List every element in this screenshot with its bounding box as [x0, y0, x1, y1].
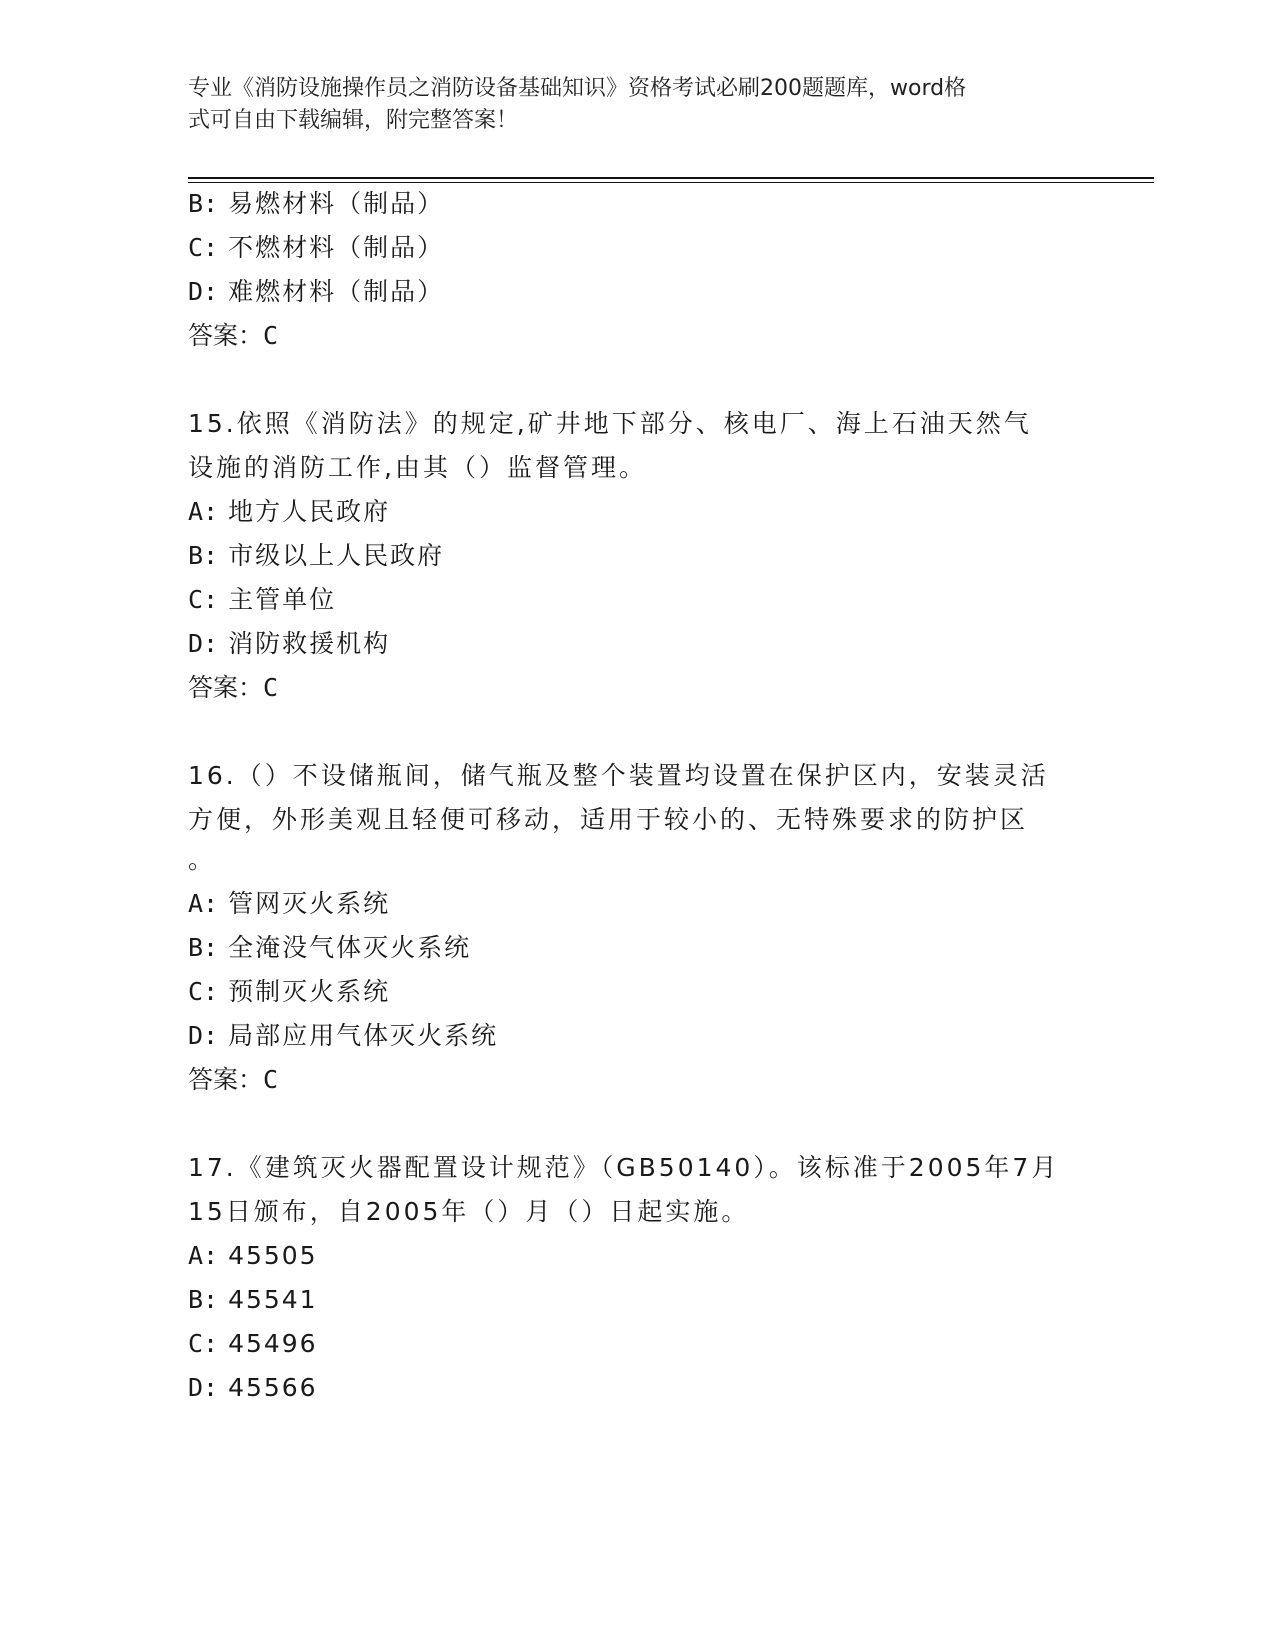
q16-stem-line-2: 方便，外形美观且轻便可移动，适用于较小的、无特殊要求的防护区 — [188, 805, 1029, 834]
q14-option-b: B: 易燃材料（制品） — [188, 189, 445, 218]
q15-answer: 答案：C — [188, 673, 279, 702]
q16-option-d: D: 局部应用气体灭火系统 — [188, 1021, 499, 1050]
q17-option-d: D: 45566 — [188, 1373, 318, 1402]
header-line-1: 专业《消防设施操作员之消防设备基础知识》资格考试必刷200题题库，word格 — [188, 76, 967, 101]
header-divider-thick — [188, 177, 1154, 179]
document-header — [188, 73, 1068, 137]
q16-stem-line-3: 。 — [188, 845, 217, 874]
q17-option-b: B: 45541 — [188, 1285, 318, 1314]
q15-option-a: A: 地方人民政府 — [188, 497, 391, 526]
q17-stem-line-2: 15日颁布，自2005年（）月（）日起实施。 — [188, 1197, 750, 1226]
q15-option-b: B: 市级以上人民政府 — [188, 541, 445, 570]
q16-option-c: C: 预制灭火系统 — [188, 977, 391, 1006]
q15-stem-line-2: 设施的消防工作,由其（）监督管理。 — [188, 453, 647, 482]
q16-answer: 答案：C — [188, 1065, 279, 1094]
q17-option-a: A: 45505 — [188, 1241, 318, 1270]
q16-option-b: B: 全淹没气体灭火系统 — [188, 933, 472, 962]
q17-stem-line-1: 17.《建筑灭火器配置设计规范》（GB50140）。该标准于2005年7月 — [188, 1153, 1060, 1182]
q15-option-c: C: 主管单位 — [188, 585, 337, 614]
q14-option-c: C: 不燃材料（制品） — [188, 233, 445, 262]
q17-option-c: C: 45496 — [188, 1329, 318, 1358]
header-divider-thin — [188, 182, 1154, 183]
q16-stem-line-1: 16.（）不设储瓶间，储气瓶及整个装置均设置在保护区内，安装灵活 — [188, 761, 1049, 790]
q14-option-d: D: 难燃材料（制品） — [188, 277, 445, 306]
q16-option-a: A: 管网灭火系统 — [188, 889, 391, 918]
q15-stem-line-1: 15.依照《消防法》的规定,矿井地下部分、核电厂、海上石油天然气 — [188, 409, 1032, 438]
q14-answer: 答案：C — [188, 321, 279, 350]
q15-option-d: D: 消防救援机构 — [188, 629, 391, 658]
header-line-2: 式可自由下载编辑，附完整答案！ — [188, 108, 519, 133]
